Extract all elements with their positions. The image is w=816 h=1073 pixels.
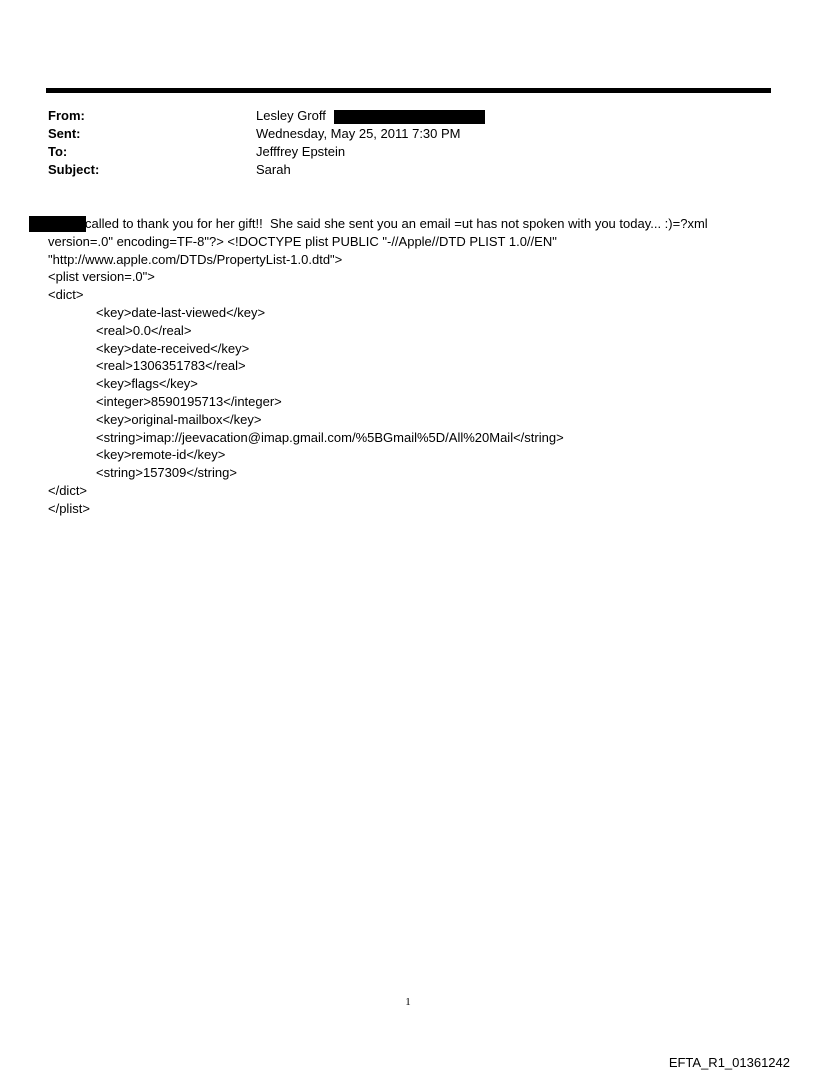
to-value: Jefffrey Epstein <box>256 144 346 159</box>
subject-value: Sarah <box>256 162 291 177</box>
header-divider <box>46 88 771 93</box>
body-line: "http://www.apple.com/DTDs/PropertyList-1.0.dtd"> <box>48 251 343 267</box>
body-line: </plist> <box>48 500 90 516</box>
body-line: <key>date-received</key> <box>96 340 250 356</box>
body-line: <string>imap://jeevacation@imap.gmail.com/%5BGmail%5D/All%20Mail</string> <box>96 429 564 445</box>
body-line: version=.0" encoding=TF-8"?> <!DOCTYPE plist PUBLIC "-//Apple//DTD PLIST 1.0//EN" <box>48 233 557 249</box>
sent-label: Sent: <box>48 126 81 141</box>
to-label: To: <box>48 144 68 159</box>
sent-value: Wednesday, May 25, 2011 7:30 PM <box>256 126 461 141</box>
body-line: <integer>8590195713</integer> <box>96 393 282 409</box>
sent-row <box>48 125 461 143</box>
email-body <box>48 215 788 518</box>
body-line: called to thank you for her gift!! She said she sent you an email =ut has not spoken with you today... :)=?xml <box>85 216 708 231</box>
body-line: <key>original-mailbox</key> <box>96 411 262 427</box>
redaction-box-sender-email <box>334 110 485 124</box>
body-line: <dict> <box>48 287 84 303</box>
body-line: <real>0.0</real> <box>96 322 192 338</box>
body-line: </dict> <box>48 482 88 498</box>
body-line: <plist version=.0"> <box>48 269 155 285</box>
page-number: 1 <box>405 996 411 1008</box>
to-row <box>48 143 461 161</box>
document-id: EFTA_R1_01361242 <box>668 1055 790 1070</box>
body-line: <key>date-last-viewed</key> <box>96 304 266 320</box>
from-value: Lesley Groff <box>256 108 326 123</box>
subject-row <box>48 161 461 179</box>
subject-label: Subject: <box>48 162 100 177</box>
from-label: From: <box>48 108 85 123</box>
body-line: <string>157309</string> <box>96 465 237 481</box>
body-line: <key>remote-id</key> <box>96 447 226 463</box>
body-line: <real>1306351783</real> <box>96 358 246 374</box>
body-line: <key>flags</key> <box>96 376 198 392</box>
